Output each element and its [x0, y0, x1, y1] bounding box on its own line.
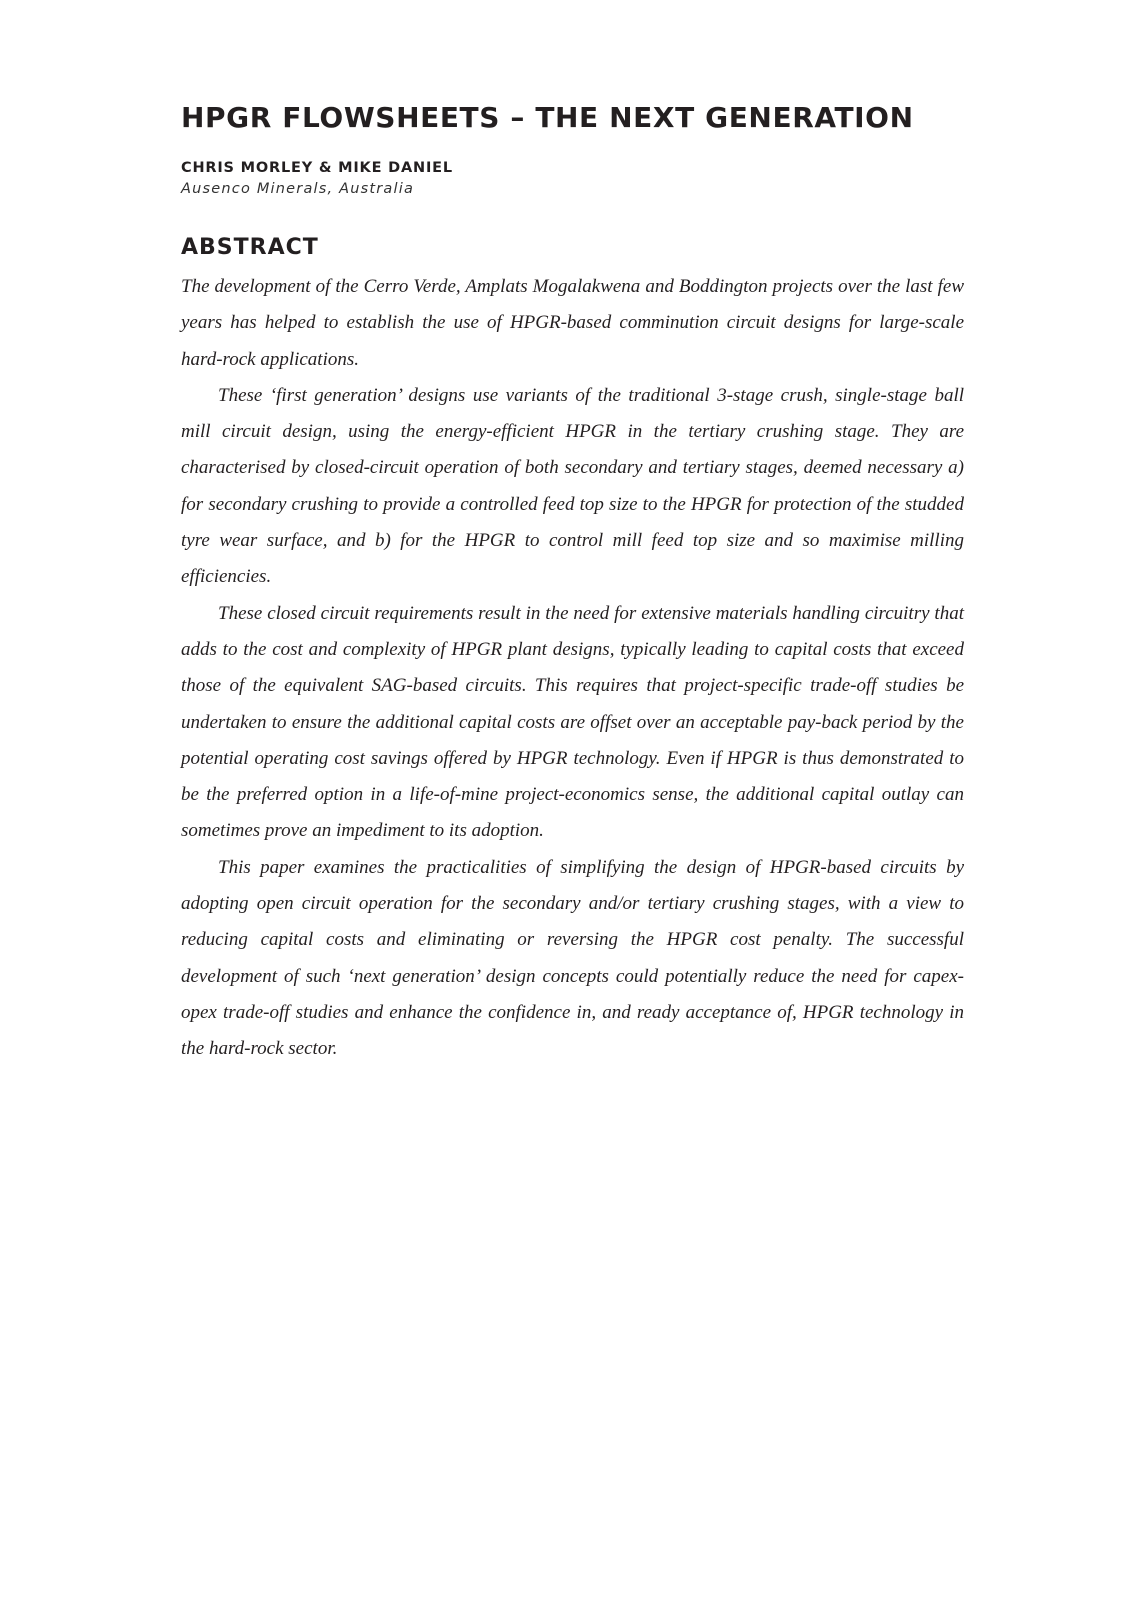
- paper-page: [181, 100, 964, 1068]
- abstract-paragraph: These closed circuit requirements result in the need for extensive materials handling circuitry that adds to the cost and complexity of HPGR plant designs, typically leading to capital costs that exceed those of the equivalent SAG-based circuits. This requires that project-specific trade-off studies be undertaken to ensure the additional capital costs are offset over an acceptable pay-back period by the potential operating cost savings offered by HPGR technology. Even if HPGR is thus demonstrated to be the preferred option in a life-of-mine project-economics sense, the additional capital outlay can sometimes prove an impediment to its adoption.: [181, 602, 964, 842]
- abstract-body: [181, 269, 964, 1068]
- abstract-paragraph: These ‘first generation’ designs use variants of the traditional 3-stage crush, single-stage ball mill circuit design, using the energy-efficient HPGR in the tertiary crushing stage. They are characterised by closed-circuit operation of both secondary and tertiary stages, deemed necessary a) for secondary crushing to provide a controlled feed top size to the HPGR for protection of the studded tyre wear surface, and b) for the HPGR to control mill feed top size and so maximise milling efficiencies.: [181, 384, 964, 588]
- paper-authors: CHRIS MORLEY & MIKE DANIEL: [181, 160, 453, 176]
- abstract-heading: ABSTRACT: [181, 235, 319, 260]
- abstract-paragraph: The development of the Cerro Verde, Amplats Mogalakwena and Boddington projects over the last few years has helped to establish the use of HPGR-based comminution circuit designs for large-scale hard-rock applications.: [181, 276, 964, 370]
- paper-title: HPGR FLOWSHEETS – THE NEXT GENERATION: [181, 101, 914, 134]
- abstract-paragraph: This paper examines the practicalities of simplifying the design of HPGR-based circuits by adopting open circuit operation for the secondary and/or tertiary crushing stages, with a view to reducing capital costs and eliminating or reversing the HPGR cost penalty. The successful development of such ‘next generation’ design concepts could potentially reduce the need for capex-opex trade-off studies and enhance the confidence in, and ready acceptance of, HPGR technology in the hard-rock sector.: [181, 856, 964, 1060]
- paper-affiliation: Ausenco Minerals, Australia: [181, 181, 415, 197]
